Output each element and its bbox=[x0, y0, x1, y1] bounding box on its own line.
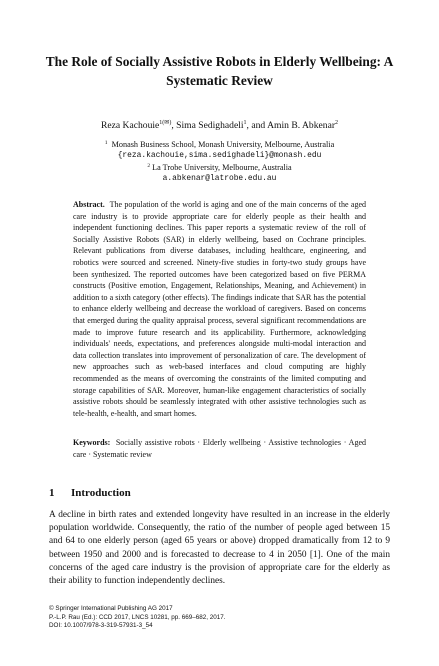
affiliations bbox=[40, 138, 399, 185]
author-affiliation-mark: 1 bbox=[243, 120, 247, 126]
section-title: Introduction bbox=[71, 487, 131, 499]
author-separator: , and bbox=[246, 120, 268, 131]
copyright-footer bbox=[49, 605, 390, 631]
intro-paragraph: A decline in birth rates and extended longevity have resulted in an increase in the elderly population worldwide. Consequently, the ratio of the number of people aged between 15 and 64 to one elderly person (aged 65 years or above) dropped dramatically from 12 to 9 between 1950 and 2000 and is forecasted to decrease to 4 in 2050 [1]. One of the main concerns of the aged care industry is the provision of appropriate care for the elderly as their ability to function independently declines. bbox=[49, 510, 390, 587]
abstract-label: Abstract. bbox=[73, 200, 105, 209]
affiliation-mark: 2 bbox=[147, 163, 151, 170]
affiliation-2 bbox=[40, 161, 399, 174]
author-separator: , bbox=[171, 120, 177, 131]
author-affiliation-mark: 1(✉) bbox=[159, 120, 172, 126]
affiliation-email: a.abkenar@latrobe.edu.au bbox=[162, 174, 277, 184]
footer-line: P.-L.P. Rau (Ed.): CCD 2017, LNCS 10281, pp. 669–682, 2017. bbox=[49, 613, 226, 621]
keywords-label: Keywords: bbox=[73, 438, 111, 447]
paper-title: The Role of Socially Assistive Robots in Elderly Wellbeing: A Systematic Review bbox=[45, 54, 394, 88]
author-affiliation-mark: 2 bbox=[335, 120, 339, 126]
section-heading bbox=[49, 487, 131, 499]
affiliation-text: Monash Business School, Monash University, Melbourne, Australia bbox=[111, 140, 335, 149]
footer-line: © Springer International Publishing AG 2017 bbox=[49, 605, 173, 612]
abstract-text: The population of the world is aging and one of the main concerns of the aged care industry is to provide appropriate care for elderly people as their health and independent functioning declines. This paper reports a systematic review of the roll of Socially Assistive Robots (SAR) in elderly wellbeing, based on Cochrane principles. Relevant publications from diverse databases, including healthcare, engineering, and robotics were sourced and screened. Ninety-five studies in forty-two study groups have been synthesized. The reported outcomes have been categorized based on five PERMA constructs (Positive emotion, Engagement, Relationships, Meaning, and Achievement) in addition to a sixth category (other effects). The findings indicate that SAR has the potential to enhance elderly wellbeing and decrease the workload of caregivers. Based on concerns that emerged during the quality appraisal process, several significant recommendations are made to improve future research and its applicability. Furthermore, acknowledging individuals' needs, expectations, and preferences alongside multi-modal interaction and data collection translates into improvement of personalization of care. The development of new approaches such as web-based interfaces and cloud computing are highly recommended as the means of overcoming the constraints of the limited computing and storage capabilities of SAR. Moreover, human-like engagement characteristics of socially assistive robots should be seamlessly integrated with other assistive technologies such as tele-health, e-health, and smart homes. bbox=[73, 200, 367, 418]
section-number: 1 bbox=[49, 487, 55, 499]
affiliation-text: La Trobe University, Melbourne, Australia bbox=[152, 163, 292, 173]
affiliation-email: {reza.kachouie,sima.sedighadeli}@monash.edu bbox=[117, 150, 322, 160]
author-name: Amin B. Abkenar bbox=[267, 120, 336, 131]
keywords bbox=[73, 437, 366, 460]
footer-line: DOI: 10.1007/978-3-319-57931-3_54 bbox=[49, 622, 153, 630]
author-name: Sima Sedighadeli bbox=[176, 120, 244, 131]
keywords-text: Socially assistive robots · Elderly wellbeing · Assistive technologies · Aged care · Systematic review bbox=[73, 438, 366, 459]
affiliation-mark: 1 bbox=[104, 140, 108, 146]
affiliation-1 bbox=[40, 138, 399, 151]
abstract bbox=[73, 199, 366, 419]
author-list bbox=[30, 117, 409, 132]
author-name: Reza Kachouie bbox=[100, 120, 160, 131]
